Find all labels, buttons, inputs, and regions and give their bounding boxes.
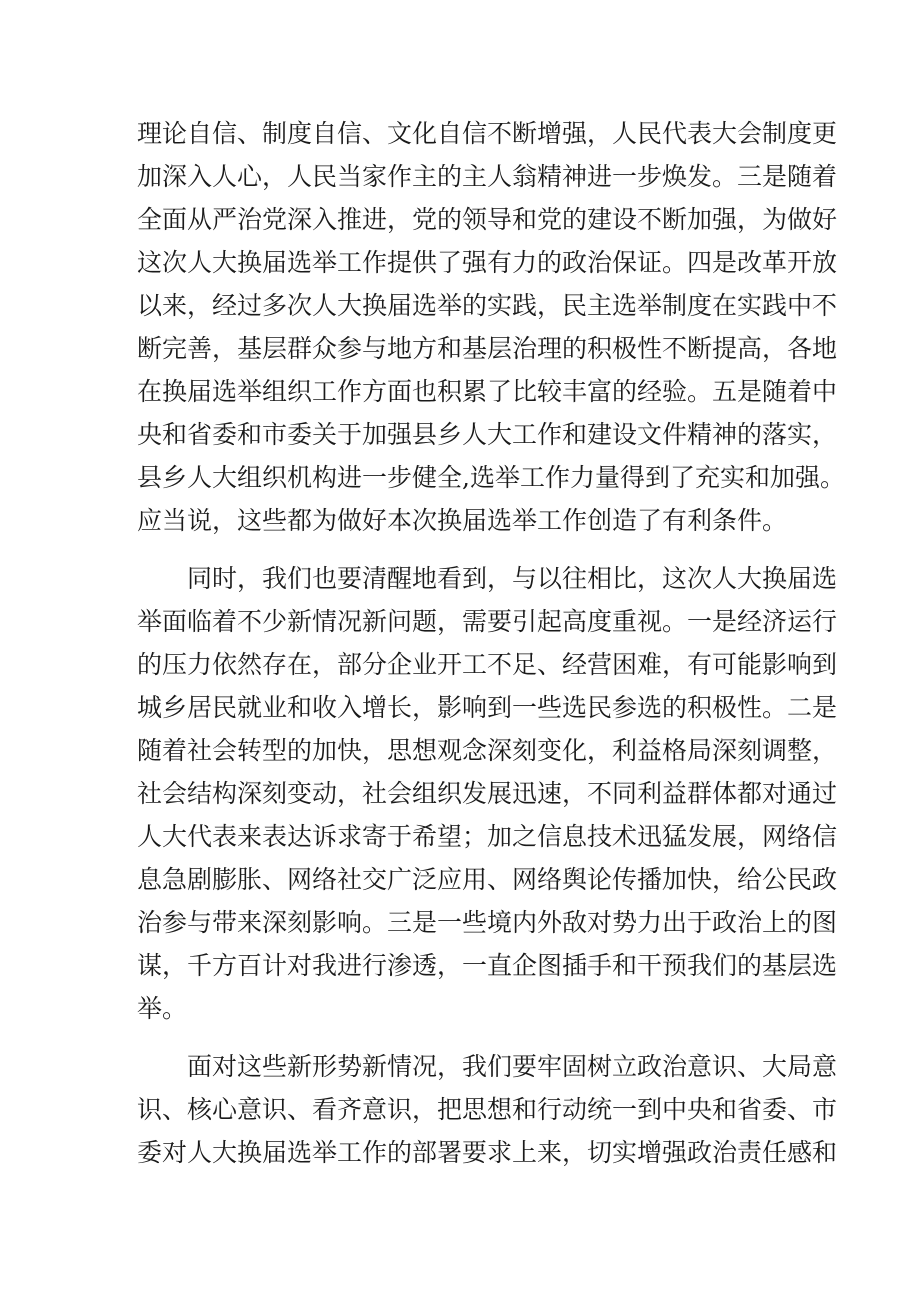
text-line: 加深入人心，人民当家作主的主人翁精神进一步焕发。三是随着 bbox=[137, 162, 838, 191]
text-line: 识、核心意识、看齐意识，把思想和行动统一到中央和省委、市 bbox=[137, 1095, 838, 1124]
text-line: 社会结构深刻变动，社会组织发展迅速，不同利益群体都对通过 bbox=[137, 779, 838, 808]
text-line: 息急剧膨胀、网络社交广泛应用、网络舆论传播加快，给公民政 bbox=[137, 865, 838, 894]
text-line: 以来，经过多次人大换届选举的实践，民主选举制度在实践中不 bbox=[137, 291, 838, 320]
text-line: 同时，我们也要清醒地看到，与以往相比，这次人大换届选 bbox=[137, 564, 838, 593]
text-line: 面对这些新形势新情况，我们要牢固树立政治意识、大局意 bbox=[137, 1052, 838, 1081]
text-line: 随着社会转型的加快，思想观念深刻变化，利益格局深刻调整， bbox=[137, 736, 838, 765]
body-text bbox=[137, 112, 845, 1174]
text-line: 断完善，基层群众参与地方和基层治理的积极性不断提高，各地 bbox=[137, 334, 838, 363]
text-line: 这次人大换届选举工作提供了强有力的政治保证。四是改革开放 bbox=[137, 248, 838, 277]
paragraph-2 bbox=[137, 557, 838, 1030]
text-line: 城乡居民就业和收入增长，影响到一些选民参选的积极性。二是 bbox=[137, 693, 838, 722]
text-line: 应当说，这些都为做好本次换届选举工作创造了有利条件。 bbox=[137, 506, 788, 535]
text-line: 理论自信、制度自信、文化自信不断增强，人民代表大会制度更 bbox=[137, 119, 838, 148]
text-line: 全面从严治党深入推进，党的领导和党的建设不断加强，为做好 bbox=[137, 205, 838, 234]
text-line: 人大代表来表达诉求寄于希望；加之信息技术迅猛发展，网络信 bbox=[137, 822, 838, 851]
paragraph-1 bbox=[137, 112, 845, 542]
text-line: 举。 bbox=[137, 994, 188, 1023]
paragraph-spacer bbox=[137, 1030, 793, 1045]
text-line: 治参与带来深刻影响。三是一些境内外敌对势力出于政治上的图 bbox=[137, 908, 838, 937]
text-line: 央和省委和市委关于加强县乡人大工作和建设文件精神的落实， bbox=[137, 420, 838, 449]
paragraph-3 bbox=[137, 1045, 838, 1174]
text-line: 在换届选举组织工作方面也积累了比较丰富的经验。五是随着中 bbox=[137, 377, 838, 406]
paragraph-spacer bbox=[137, 542, 793, 557]
text-line: 谋，千方百计对我进行渗透，一直企图插手和干预我们的基层选 bbox=[137, 951, 838, 980]
text-line: 的压力依然存在，部分企业开工不足、经营困难，有可能影响到 bbox=[137, 650, 838, 679]
text-line: 举面临着不少新情况新问题，需要引起高度重视。一是经济运行 bbox=[137, 607, 838, 636]
text-line: 委对人大换届选举工作的部署要求上来，切实增强政治责任感和 bbox=[137, 1138, 838, 1167]
text-line: 县乡人大组织机构进一步健全,选举工作力量得到了充实和加强。 bbox=[137, 463, 845, 492]
